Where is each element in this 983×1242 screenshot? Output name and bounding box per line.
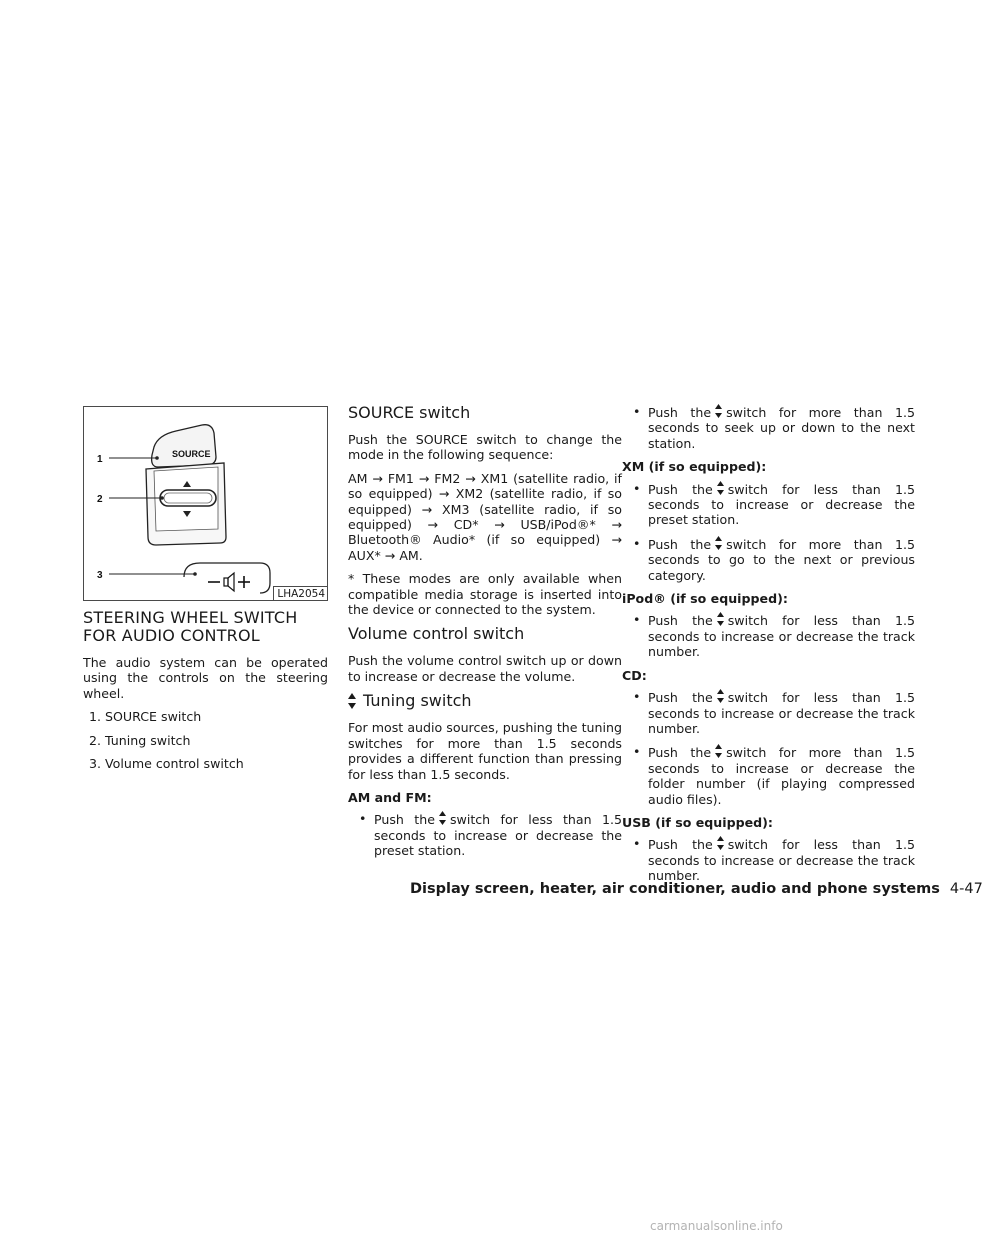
tuning-heading: Tuning switch	[363, 691, 472, 711]
bullet-text-end: switch for less than 1.5 seconds to increase or decrease the track number.	[648, 690, 915, 736]
bullet: •	[633, 836, 641, 852]
list-item	[633, 689, 915, 736]
bullet-text-end: switch for more than 1.5 seconds to seek up or down to the next station.	[648, 405, 915, 451]
tuning-updown-icon	[439, 811, 446, 825]
steering-intro: The audio system can be operated using the controls on the steering wheel.	[83, 655, 328, 701]
list-item: 3. Volume control switch	[89, 756, 244, 772]
bullet-text-end: switch for less than 1.5 seconds to increase or decrease the preset station.	[374, 812, 622, 859]
bullet-text-start: Push the	[374, 812, 435, 828]
page-footer	[410, 878, 983, 897]
source-paragraph: Push the SOURCE switch to change the mode in the following sequence:	[348, 432, 622, 463]
list-item: 2. Tuning switch	[89, 732, 191, 748]
list-item	[633, 744, 915, 807]
tuning-updown-icon	[717, 481, 724, 495]
bullet-text-end: switch for more than 1.5 seconds to increase or decrease the folder number (if playing compressed audio files).	[648, 745, 915, 807]
bullet: •	[633, 612, 641, 628]
left-column	[83, 404, 328, 779]
list-item	[633, 536, 915, 583]
right-column	[622, 404, 915, 892]
list-item	[633, 404, 915, 451]
bullet-text-start: Push the	[648, 837, 713, 853]
list-item	[633, 836, 915, 883]
source-sequence: AM → FM1 → FM2 → XM1 (satellite radio, if so equipped) → XM2 (satellite radio, if so equipped) → XM3 (satellite radio, if so equipped) → CD* → USB/iPod®* → Bluetooth® Audio* (if so equipped) → AUX* → AM.	[348, 470, 622, 563]
watermark: carmanualsonline.info	[650, 1219, 783, 1233]
tuning-heading-row	[348, 692, 622, 710]
list-item	[633, 612, 915, 659]
bullet-text-start: Push the	[648, 613, 713, 629]
source-note: * These modes are only available when compatible media storage is inserted into the device or connected to the system.	[348, 571, 622, 618]
volume-paragraph: Push the volume control switch up or down to increase or decrease the volume.	[348, 653, 622, 684]
bullet: •	[359, 811, 367, 827]
bullet-text-start: Push the	[648, 745, 712, 761]
volume-heading: Volume control switch	[348, 624, 525, 644]
bullet-text-start: Push the	[648, 481, 713, 497]
footer-title: Display screen, heater, air conditioner, audio and phone systems	[410, 881, 940, 897]
tuning-updown-icon	[348, 693, 356, 709]
bullet-text-start: Push the	[648, 405, 712, 420]
source-button-label: SOURCE	[172, 449, 211, 459]
tuning-updown-icon	[715, 744, 722, 758]
usb-label: USB (if so equipped):	[622, 814, 773, 830]
bullet: •	[633, 689, 641, 705]
tuning-updown-icon	[715, 536, 722, 550]
bullet-text-start: Push the	[648, 690, 713, 706]
steering-switch-illustration	[84, 407, 327, 600]
xm-label: XM (if so equipped):	[622, 459, 767, 475]
bullet-text-start: Push the	[648, 536, 712, 552]
bullet-text-end: switch for less than 1.5 seconds to increase or decrease the preset station.	[648, 481, 915, 528]
tuning-updown-icon	[717, 689, 724, 703]
steering-switch-figure	[83, 406, 328, 601]
callout-1: 1	[97, 454, 103, 465]
callout-3: 3	[97, 570, 103, 581]
switch-list	[83, 709, 328, 771]
tuning-updown-icon	[717, 836, 724, 850]
bullet-text-end: switch for less than 1.5 seconds to increase or decrease the track number.	[648, 837, 915, 884]
tuning-paragraph: For most audio sources, pushing the tuning switches for more than 1.5 seconds provides a different function than pressing for less than 1.5 seconds.	[348, 720, 622, 782]
bullet-text-end: switch for less than 1.5 seconds to increase or decrease the track number.	[648, 613, 915, 660]
bullet: •	[633, 480, 641, 496]
callout-2: 2	[97, 494, 103, 505]
bullet: •	[633, 535, 641, 551]
tuning-updown-icon	[717, 612, 724, 626]
bullet: •	[633, 744, 641, 760]
ipod-label: iPod® (if so equipped):	[622, 591, 788, 607]
figure-code: LHA2054	[273, 586, 327, 600]
list-item: 1. SOURCE switch	[89, 709, 202, 725]
bullet-text-end: switch for more than 1.5 seconds to go to the next or previous category.	[648, 536, 915, 583]
amfm-label: AM and FM:	[348, 789, 432, 805]
tuning-updown-icon	[715, 404, 722, 418]
list-item	[359, 811, 622, 858]
page-number: 4-47	[949, 881, 983, 897]
bullet: •	[633, 404, 641, 419]
cd-label: CD:	[622, 667, 647, 683]
steering-heading: STEERING WHEEL SWITCH FOR AUDIO CONTROL	[83, 608, 298, 645]
list-item	[633, 481, 915, 528]
middle-column	[348, 404, 622, 867]
source-heading: SOURCE switch	[348, 403, 471, 422]
